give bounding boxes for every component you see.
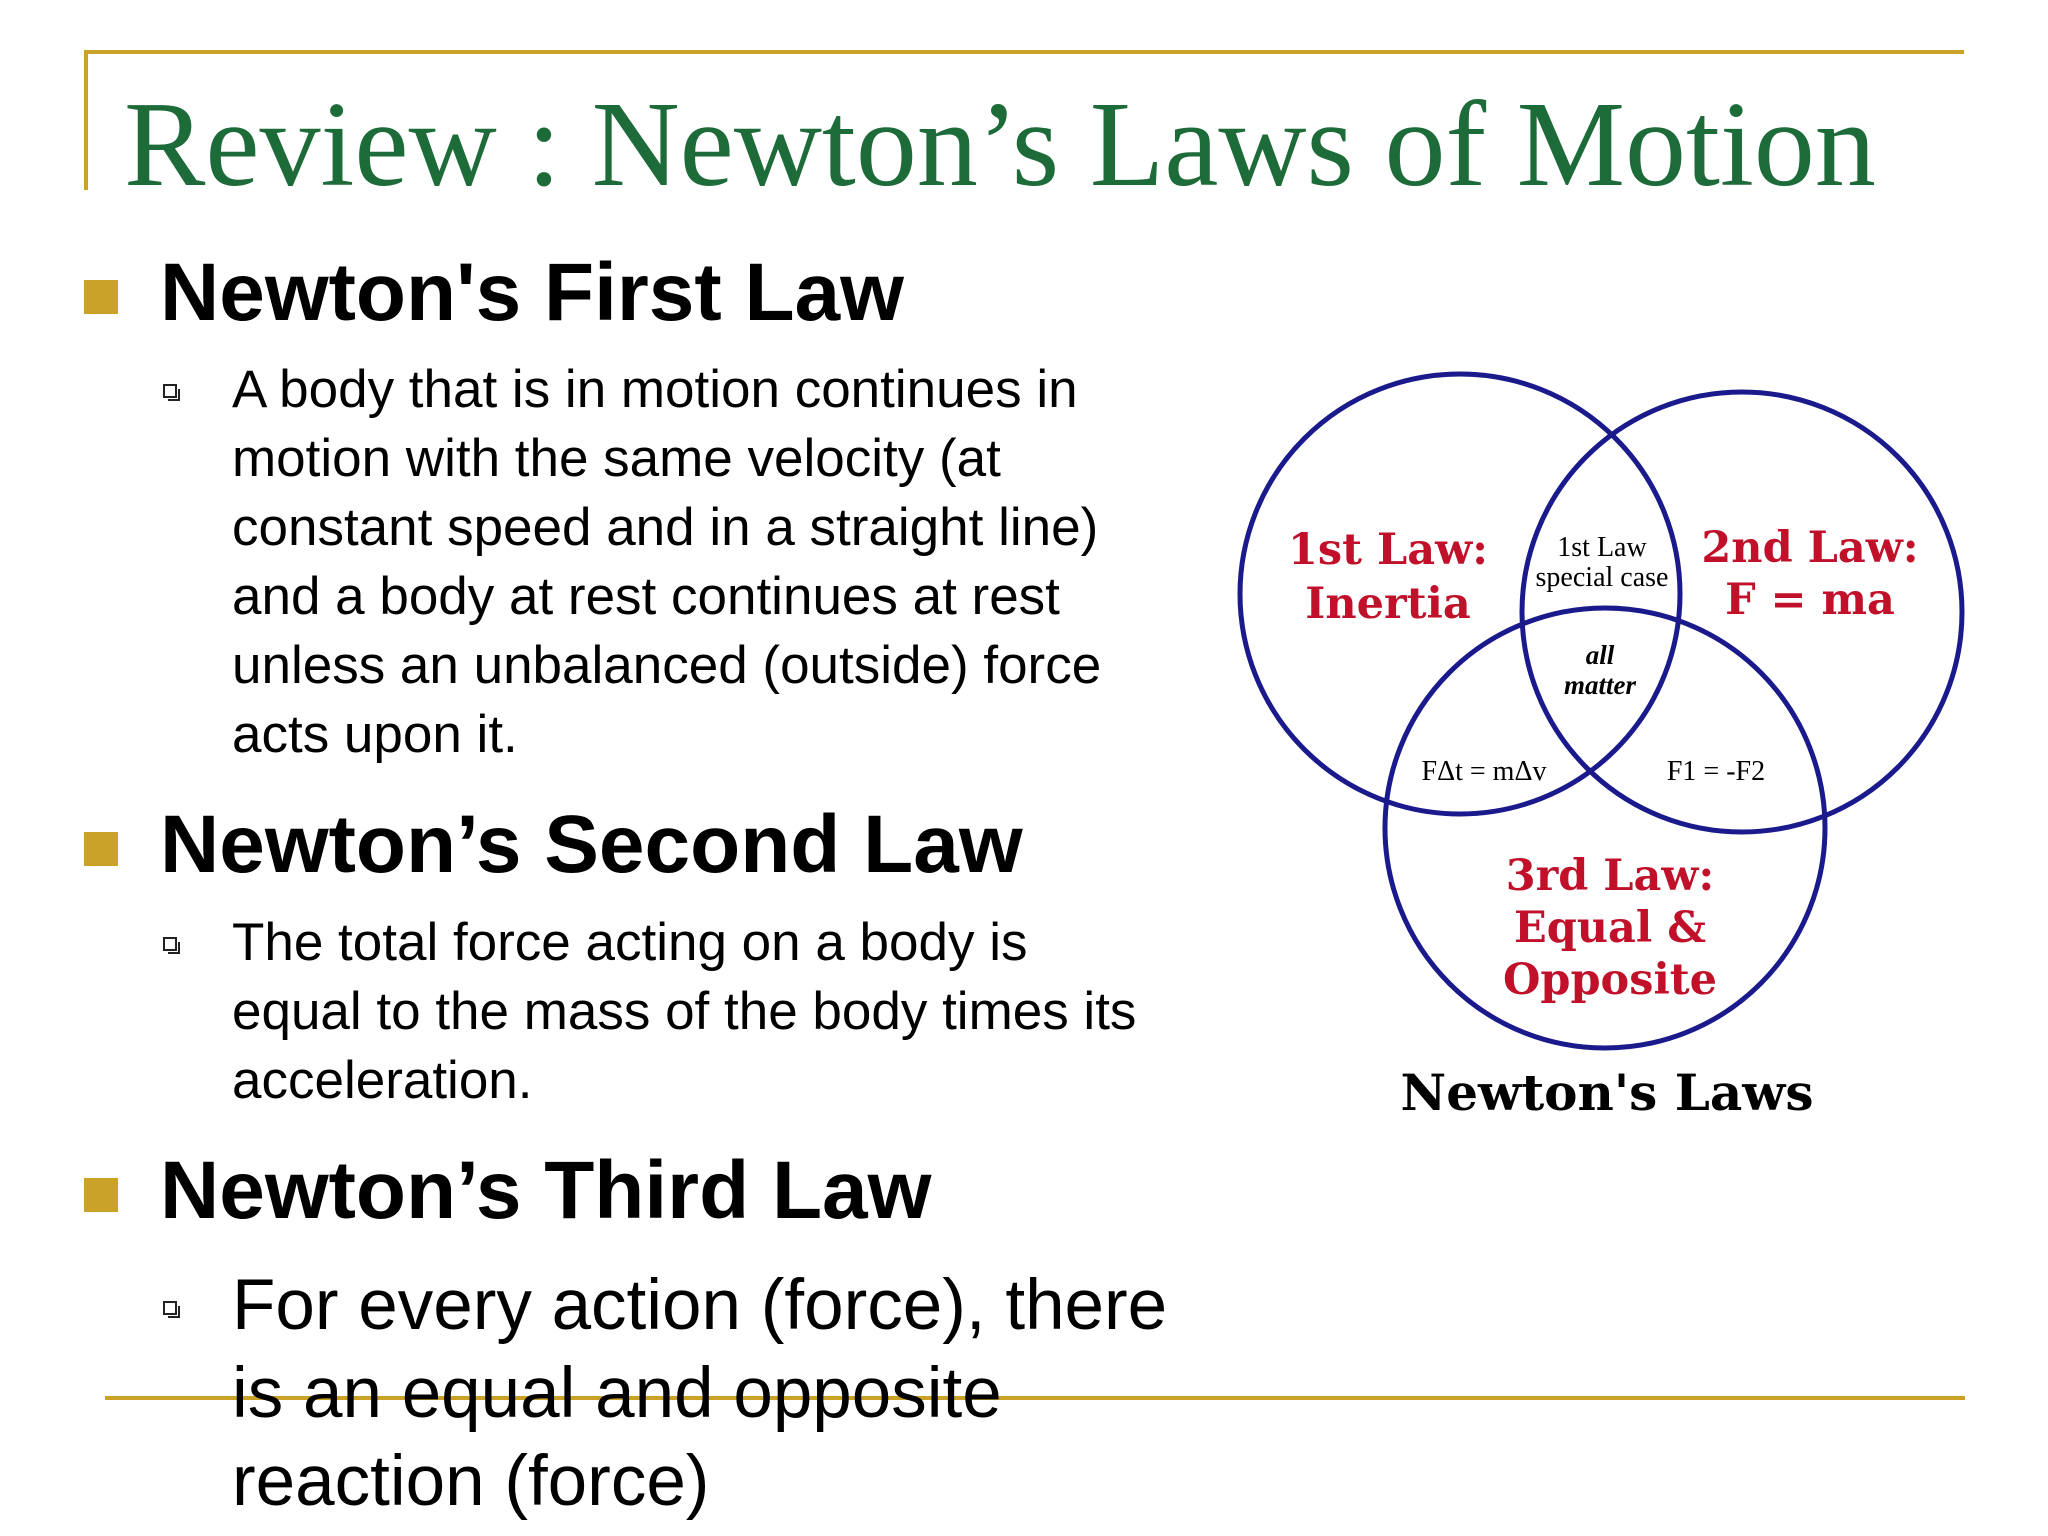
text-line: A body that is in motion continues in (232, 360, 1078, 419)
intersection-label: F1 = -F2 (1666, 756, 1766, 787)
text-line: The total force acting on a body is (232, 913, 1028, 972)
second-law-label: 2nd Law: (1701, 523, 1919, 573)
text-line: motion with the same velocity (at (232, 429, 1001, 488)
center-label: matter (1564, 670, 1636, 700)
special-case-label: 1st Law (1557, 532, 1647, 563)
text-line: For every action (force), there (232, 1266, 1168, 1345)
second-law-heading: Newton’s Second Law (160, 799, 1023, 890)
center-label: all (1585, 640, 1615, 670)
slide-title: Review : Newton’s Laws of Motion (124, 77, 1876, 212)
text-line: equal to the mass of the body times its (232, 982, 1137, 1041)
text-line: and a body at rest continues at rest (232, 567, 1060, 626)
text-line: is an equal and opposite (232, 1354, 1002, 1433)
text-line: constant speed and in a straight line) (232, 498, 1099, 557)
text-line: acts upon it. (232, 705, 518, 764)
first-law-label: 1st Law: (1288, 525, 1488, 575)
text-line: unless an unbalanced (outside) force (232, 636, 1102, 695)
special-case-label: special case (1535, 562, 1669, 593)
intersection-label: FΔt = mΔv (1421, 756, 1547, 787)
text-line: reaction (force) (232, 1442, 710, 1521)
second-law-label: F = ma (1725, 575, 1895, 625)
diagram-caption: Newton's Laws (1400, 1063, 1814, 1122)
third-law-label: Equal & (1513, 903, 1707, 953)
third-law-label: Opposite (1502, 955, 1718, 1005)
third-law-label: 3rd Law: (1505, 851, 1715, 901)
first-law-label: Inertia (1305, 579, 1471, 629)
first-law-heading: Newton's First Law (160, 247, 904, 338)
text-line: acceleration. (232, 1051, 533, 1110)
third-law-heading: Newton’s Third Law (160, 1145, 932, 1236)
